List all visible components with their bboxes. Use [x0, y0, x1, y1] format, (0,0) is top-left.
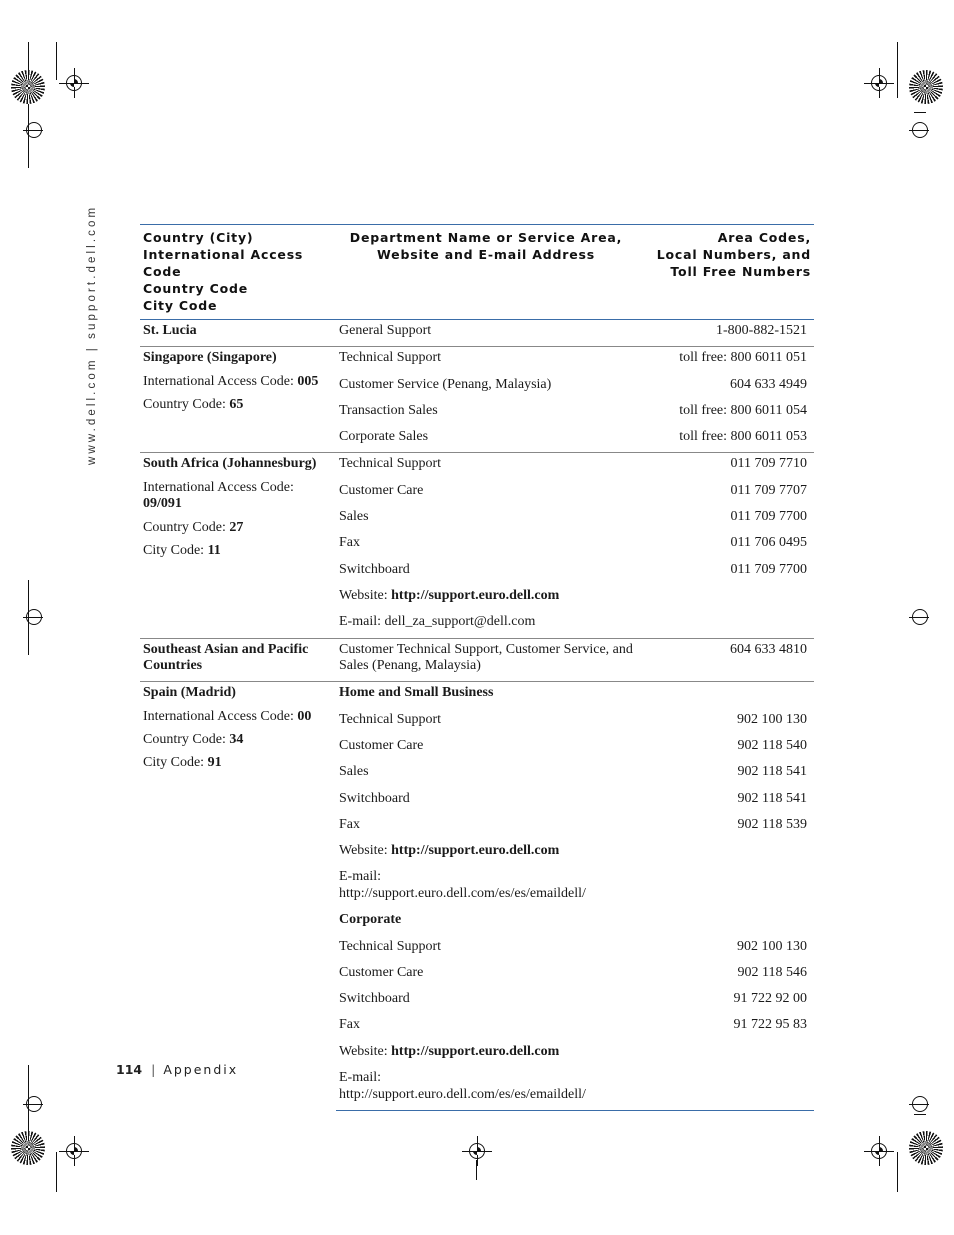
country-cell: [140, 320, 336, 347]
department-cell: [336, 840, 636, 866]
registration-mark-icon: [26, 1096, 42, 1112]
footer-separator: |: [151, 1062, 156, 1077]
number-cell: 011 709 7707: [730, 482, 807, 498]
country-group: [140, 320, 814, 347]
color-dial-icon: [11, 1131, 45, 1165]
country-code-line: Country Code: 65: [143, 396, 244, 412]
department-text: Switchboard: [339, 991, 410, 1007]
side-url-text: www.dell.com | support.dell.com: [86, 204, 98, 465]
country-code-line: International Access Code: 005: [143, 373, 319, 389]
page-footer: [116, 1062, 238, 1077]
header-line: Country (City): [143, 230, 254, 245]
department-cell: [336, 909, 636, 935]
number-cell: 902 118 546: [737, 964, 807, 980]
color-dial-icon: [909, 70, 943, 104]
department-cell: [336, 532, 636, 558]
department-cell: [336, 814, 636, 840]
color-dial-icon: [909, 1131, 943, 1165]
department-text: Customer Service (Penang, Malaysia): [339, 376, 552, 392]
department-text: Website: http://support.euro.dell.com: [339, 587, 560, 603]
table-row: [140, 682, 814, 709]
department-text: Fax: [339, 816, 360, 832]
department-cell: [336, 374, 636, 400]
department-cell: [336, 709, 636, 735]
country-group: [140, 453, 814, 638]
number-cell: 902 118 540: [737, 737, 807, 753]
department-cell: [336, 1067, 636, 1110]
department-cell: [336, 1041, 636, 1067]
header-department: [336, 225, 636, 320]
department-text: General Support: [339, 323, 432, 338]
header-line: Country Code: [143, 281, 248, 296]
department-text: Fax: [339, 535, 360, 551]
department-cell: [336, 585, 636, 611]
contact-table: [140, 224, 814, 1111]
number-cell: 011 709 7700: [730, 561, 807, 577]
header-line: Area Codes,: [717, 230, 811, 245]
number-cell: 91 722 95 83: [733, 1017, 807, 1033]
number-cell: [636, 1067, 814, 1110]
number-cell: 1-800-882-1521: [716, 323, 807, 338]
department-cell: [336, 788, 636, 814]
department-cell: [336, 559, 636, 585]
registration-mark-icon: [912, 1096, 928, 1112]
country-name: South Africa (Johannesburg): [143, 456, 317, 472]
header-line: Toll Free Numbers: [670, 264, 811, 279]
registration-mark-icon: [66, 1143, 82, 1159]
country-code-line: Country Code: 34: [143, 731, 244, 747]
number-cell: [636, 840, 814, 866]
country-name: Spain (Madrid): [143, 685, 236, 701]
department-text: Customer Technical Support, Customer Service, and Sales (Penang, Malaysia): [339, 641, 633, 674]
header-country: [140, 225, 336, 320]
header-line: International Access Code: [143, 247, 304, 279]
department-cell: [336, 761, 636, 787]
number-cell: 902 100 130: [737, 711, 807, 727]
registration-mark-icon: [912, 122, 928, 138]
country-group: [140, 347, 814, 453]
registration-mark-icon: [912, 609, 928, 625]
crop-mark: [897, 1152, 898, 1192]
registration-mark-icon: [26, 609, 42, 625]
department-text: Customer Care: [339, 737, 424, 753]
number-cell: [636, 866, 814, 909]
number-cell: [636, 611, 814, 638]
crop-mark: [897, 42, 898, 98]
department-cell: [336, 453, 636, 480]
department-cell: [336, 400, 636, 426]
country-name: Singapore (Singapore): [143, 350, 277, 366]
department-text: Technical Support: [339, 456, 442, 472]
section-name: Appendix: [163, 1062, 239, 1077]
table-header-row: [140, 225, 814, 320]
registration-mark-icon: [871, 1143, 887, 1159]
number-cell: 011 706 0495: [730, 535, 807, 551]
department-cell: [336, 735, 636, 761]
country-group: [140, 638, 814, 682]
department-text: Switchboard: [339, 561, 410, 577]
crop-mark: [28, 42, 29, 168]
country-code-line: International Access Code: 09/091: [143, 479, 294, 512]
number-cell: 91 722 92 00: [733, 991, 807, 1007]
department-text: Home and Small Business: [339, 685, 494, 701]
department-text: E-mail: dell_za_support@dell.com: [339, 614, 536, 630]
header-line: Department Name or Service Area,: [349, 230, 623, 245]
number-cell: [636, 585, 814, 611]
header-line: City Code: [143, 298, 218, 313]
country-code-line: International Access Code: 00: [143, 708, 312, 724]
color-dial-icon: [11, 70, 45, 104]
department-cell: [336, 506, 636, 532]
crop-mark: [56, 42, 57, 80]
department-text: Corporate Sales: [339, 429, 429, 445]
header-line: Website and E-mail Address: [377, 247, 595, 262]
table-row: [140, 453, 814, 480]
department-cell: [336, 1014, 636, 1040]
department-text: Fax: [339, 1017, 360, 1033]
page-number: 114: [116, 1062, 143, 1077]
department-text: Sales: [339, 509, 369, 525]
table-row: [140, 347, 814, 374]
country-group: [140, 682, 814, 1110]
side-url: [84, 204, 100, 467]
department-text: Customer Care: [339, 964, 424, 980]
department-text: Website: http://support.euro.dell.com: [339, 843, 560, 859]
number-cell: 902 118 539: [737, 816, 807, 832]
department-text: Technical Support: [339, 711, 442, 727]
header-line: Local Numbers, and: [656, 247, 811, 262]
department-cell: [336, 480, 636, 506]
registration-mark-icon: [26, 122, 42, 138]
number-cell: [636, 909, 814, 935]
department-cell: [336, 611, 636, 638]
department-cell: [336, 682, 636, 709]
number-cell: 902 100 130: [737, 938, 807, 954]
country-code-line: City Code: 11: [143, 542, 221, 558]
country-code-line: City Code: 91: [143, 755, 222, 771]
country-name: Southeast Asian and Pacific Countries: [143, 641, 309, 674]
country-cell: [140, 682, 336, 1110]
country-code-line: Country Code: 27: [143, 519, 244, 535]
department-text: Switchboard: [339, 790, 410, 806]
department-text: Technical Support: [339, 350, 442, 366]
number-cell: toll free: 800 6011 054: [679, 402, 807, 418]
department-cell: [336, 936, 636, 962]
country-name: St. Lucia: [143, 323, 197, 338]
number-cell: 902 118 541: [737, 790, 807, 806]
department-cell: [336, 426, 636, 453]
number-cell: 011 709 7710: [636, 453, 814, 480]
number-cell: 902 118 541: [737, 764, 807, 780]
table-row: [140, 638, 814, 682]
number-cell: [636, 1041, 814, 1067]
crop-mark: [914, 1114, 926, 1115]
department-text: Website: http://support.euro.dell.com: [339, 1043, 560, 1059]
department-text: E-mail: http://support.euro.dell.com/es/es/emaildell/: [339, 1070, 586, 1102]
crop-mark: [56, 1152, 57, 1192]
registration-mark-icon: [469, 1143, 485, 1159]
department-cell: [336, 866, 636, 909]
department-text: Corporate: [339, 912, 402, 928]
country-cell: [140, 453, 336, 638]
department-cell: [336, 320, 636, 347]
number-cell: toll free: 800 6011 053: [679, 429, 807, 445]
country-cell: [140, 638, 336, 682]
number-cell: 604 633 4810: [636, 638, 814, 682]
department-text: Technical Support: [339, 938, 442, 954]
department-cell: [336, 347, 636, 374]
country-cell: [140, 347, 336, 453]
department-cell: [336, 638, 636, 682]
crop-mark: [914, 112, 926, 113]
registration-mark-icon: [871, 75, 887, 91]
header-numbers: [636, 225, 814, 320]
department-cell: [336, 962, 636, 988]
number-cell: 011 709 7700: [730, 509, 807, 525]
department-text: Sales: [339, 764, 369, 780]
number-cell: toll free: 800 6011 051: [636, 347, 814, 374]
registration-mark-icon: [66, 75, 82, 91]
department-cell: [336, 988, 636, 1014]
table-row: [140, 320, 814, 347]
department-text: Customer Care: [339, 482, 424, 498]
number-cell: 604 633 4949: [730, 376, 807, 392]
number-cell: [636, 682, 814, 709]
department-text: Transaction Sales: [339, 402, 438, 418]
department-text: E-mail: http://support.euro.dell.com/es/es/emaildell/: [339, 869, 586, 901]
